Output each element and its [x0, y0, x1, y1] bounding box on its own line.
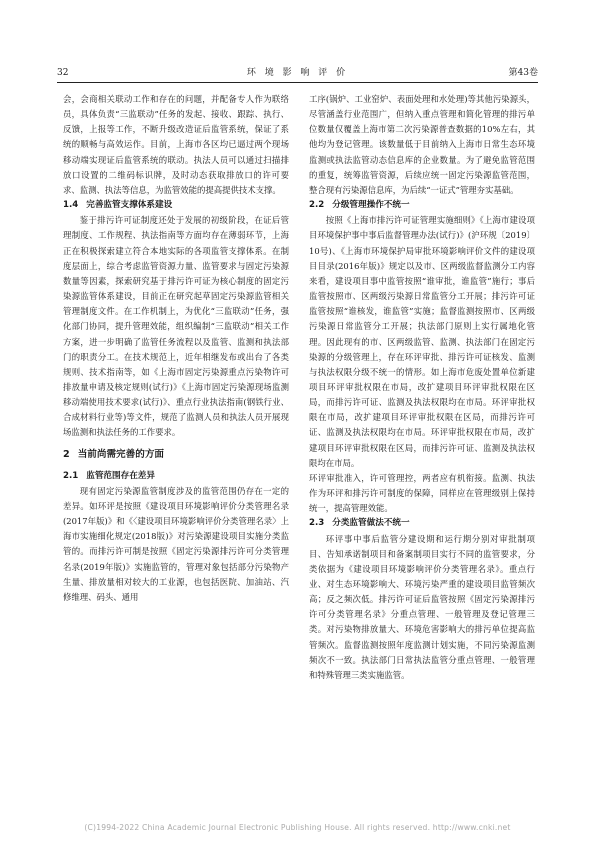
paragraph: 现有固定污染源监管制度涉及的监管范围仍存在一定的差异。如环评是按照《建设项目环境影响评价分类管理名录(2017年版)》和《〈建设项目环境影响评价分类管理名录〉上海市实施细化规定(2018版)》对污染源建设项目实施分类监管的。而排污许可制是按照《固定污染源排污许可分类管理名录(2019年版)》实施监管的，管理对象包括部分污染物产生量、排放量相对较大的工业源，也包括医院、加油站、汽修维理、码头、通用 [63, 485, 289, 602]
section-heading-2-2 [309, 198, 535, 213]
running-header [57, 66, 538, 80]
volume-label: 第43卷 [508, 68, 538, 78]
section-title: 分级管理操作不统一 [332, 200, 410, 211]
paragraph: 环评审批准入，许可管理控，两者应有机衔接。监测、执法作为环评和排污许可制度的保障，同样应在管理级别上保持统一，提高管理效能。 [309, 472, 535, 514]
right-column [309, 92, 535, 683]
journal-title: 环 境 影 响 评 价 [246, 68, 349, 78]
paragraph: 环评事中事后监管分建设期和运行期分别对审批制项目、告知承诺制项目和备案制项目实行不同的监管要求，分类依据为《建设项目环境影响评价分类管理名录》。重点行业、对生态环境影响大、环境污染严重的建设项目监管频次高；反之频次低。排污许可证后监管按照《固定污染源排污许可分类管理名录》分重点管理、一般管理及登记管理三类。对污染物排放量大、环境危害影响大的排污单位提高监管频次。监督监测按照年度监测计划实施，不同污染源监测频次不一致。执法部门日常执法监管分重点管理、一般管理和特殊管理三类实施监管。 [309, 533, 535, 680]
section-number: 2.3 [309, 518, 325, 529]
section-heading-2-1 [63, 469, 289, 484]
section-number: 2.2 [309, 200, 325, 211]
copyright-footer: (C)1994-2022 China Academic Journal Electronic Publishing House. All rights reserved. http://www.cnki.net [84, 823, 511, 832]
page-number: 32 [57, 68, 69, 78]
section-number: 2.1 [63, 470, 79, 481]
paragraph: 工序(锅炉、工业窑炉、表面处理和水处理)等其他污染源头，尽管涵盖行业范围广，但纳入重点管理和简化管理的排污单位数量仅覆盖上海市第二次污染源普查数据的10%左右，其他均为登记管理。该数量低于目前纳入上海市日常生态环境监测或执法监管动态信息库的企业数量。为了避免监管范围的重复，统筹监管资源，后续应统一固定污染源监管范围，整合现有污染源信息库，为后续“一证式”管理夯实基础。 [309, 94, 535, 195]
section-title: 当前尚需完善的方面 [77, 448, 165, 460]
section-title: 完善监管支撑体系建设 [86, 200, 173, 211]
section-title: 分类监管做法不统一 [332, 518, 410, 529]
section-title: 监管范围存在差异 [86, 470, 155, 481]
section-number: 2 [63, 448, 70, 460]
section-heading-2 [63, 447, 289, 463]
section-heading-1-4 [63, 198, 289, 213]
paragraph: 鉴于排污许可证制度还处于发展的初级阶段，在证后管理制度、工作规程、执法指南等方面均存在薄弱环节，上海正在积极探索建立符合本地实际的各项监管支撑体系。在制度层面上，综合考虑监管资源力量、监管要求与固定污染源数量等因素，探索研究基于排污许可证为核心制度的固定污染源监管体系建设，目前正在研究起草固定污染源监管相关管理制度文件。在工作机制上，为优化“三监联动”任务，强化部门协同，提升管理效能，组织编制“三监联动”相关工作方案，进一步明确了监管任务流程以及监管、监测和执法部门的职责分工。在技术规范上，近年相继发布或出台了各类规则、技术指南等，如《上海市固定污染源重点污染物许可排放量申请及核定规则(试行)》《上海市固定污染源现场监测移动端使用技术要求(试行)》、重点行业执法指南(钢铁行业、合成材料行业等)等文件，规范了监测人员和执法人员开展现场监测和执法任务的工作要求。 [63, 215, 289, 438]
section-heading-2-3 [309, 516, 535, 531]
header-rule [57, 82, 538, 83]
left-column [63, 92, 289, 605]
paragraph: 会，会商相关联动工作和存在的问题，并配备专人作为联络员，具体负责“三监联动”任务的发起、接收、跟踪、执行、反馈，上报等工作，不断升级改造证后监管系统，保证了系统的顺畅与高效运作。目前，上海市各区均已逼过两个现场移动端实现证后监管系统的联动。执法人员可以通过扫描排放口设置的二维码标识牌，及时动态获取排放口的许可要求、监测、执法等信息，为监管效能的提高提供技术支撑。 [63, 94, 289, 195]
paragraph: 按照《上海市排污许可证管理实施细则》《上海市建设项目环境保护事中事后监督管理办法(试行)》(沪环规〔2019〕10号)、《上海市环境保护局审批环境影响评价文件的建设项目目录(2016年版)》规定以及市、区两级监督监测分工内容来看，建设项目事中监管按照“谁审批，谁监管”施行；事后监管按照市、区两级污染源日常监管分工开展；排污许可证监管按照“谁核发，谁监管”实施；监督监测按照市、区两级污染源日常监管分工开展；执法部门原则上实行属地化管理。因此现有的市、区两级监管、监测、执法部门在固定污染源的分级管理上，存在环评审批、排污许可证核发、监测与执法权限分级不统一的情形。如上海市危废处置单位新建项目环评审批权限在市局，改扩建项目环评审批权限在区局，而排污许可证、监测及执法权限均在市局。环评审批权限在市局，改扩建项目环评审批权限在区局，而排污许可证、监测及执法权限均在市局。环评审批权限在市局，改扩建项目环评审批权限在区局，而排污许可证、监测及执法权限均在市局。 [309, 215, 535, 468]
section-number: 1.4 [63, 200, 79, 211]
